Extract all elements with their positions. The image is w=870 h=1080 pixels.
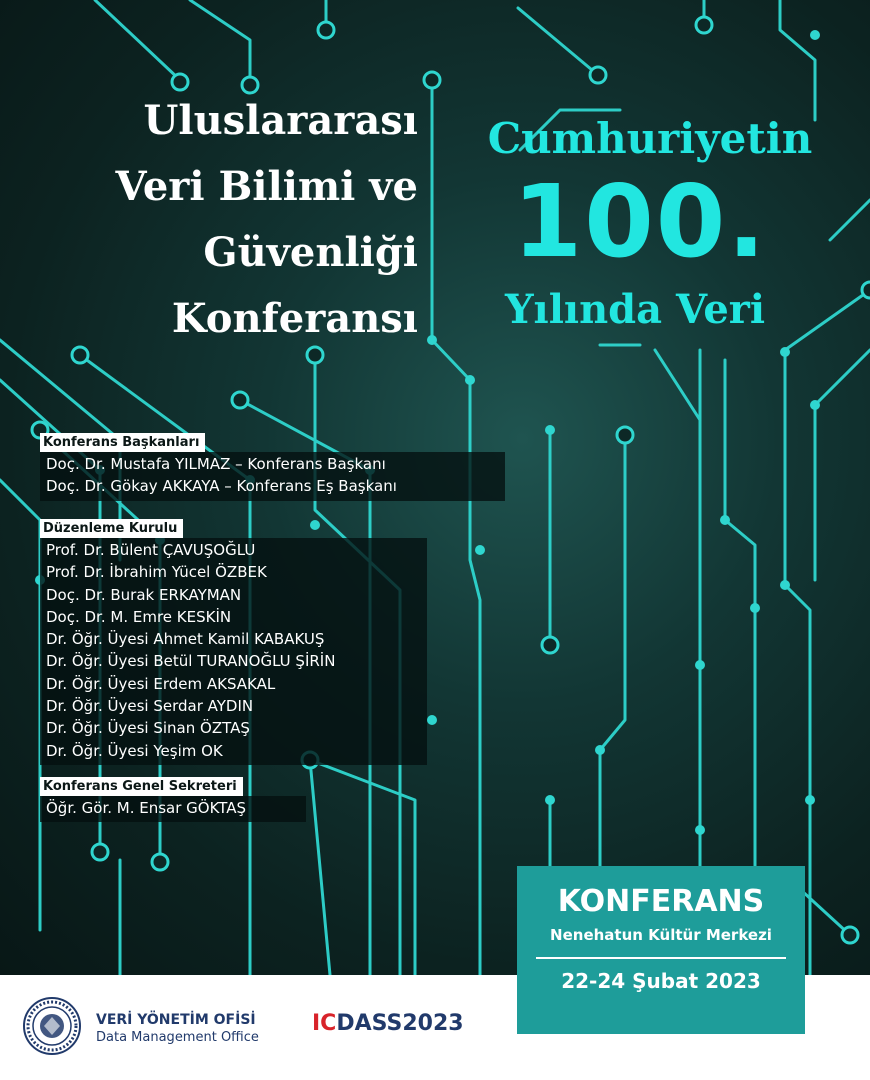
organizing-heading: Düzenleme Kurulu <box>40 519 183 538</box>
title-line-3: Güvenliği <box>203 229 418 276</box>
slogan <box>440 110 860 338</box>
title-line-2: Veri Bilimi ve <box>115 163 418 210</box>
organizing-member: Doç. Dr. M. Emre KESKİN <box>46 607 232 626</box>
organizing-member: Dr. Öğr. Üyesi Yeşim OK <box>46 741 223 760</box>
university-seal-icon <box>22 996 82 1056</box>
event-venue: Nenehatun Kültür Merkezi <box>550 926 772 944</box>
event-info-box <box>517 866 805 1034</box>
title-line-1: Uluslararası <box>143 97 418 144</box>
event-label: KONFERANS <box>557 884 765 919</box>
conference-title <box>20 88 418 352</box>
title-line-4: Konferansı <box>171 295 418 342</box>
chairs-section <box>40 432 505 501</box>
secretary-list <box>40 796 306 822</box>
organizing-member: Dr. Öğr. Üyesi Betül TURANOĞLU ŞİRİN <box>46 652 336 671</box>
organizing-member: Doç. Dr. Burak ERKAYMAN <box>46 585 242 604</box>
slogan-line-2: 100. <box>512 163 768 280</box>
organizing-member: Dr. Öğr. Üyesi Sinan ÖZTAŞ <box>46 719 250 738</box>
office-subtitle: Data Management Office <box>96 1030 259 1045</box>
organizing-list <box>40 538 427 765</box>
icdass-logo <box>312 1011 464 1036</box>
icdass-prefix: IC <box>312 1011 337 1036</box>
chair-member: Doç. Dr. Mustafa YILMAZ – Konferans Başkanı <box>46 455 386 473</box>
secretary-heading: Konferans Genel Sekreteri <box>40 777 243 796</box>
data-office-logo <box>96 1012 259 1046</box>
organizing-member: Prof. Dr. Bülent ÇAVUŞOĞLU <box>46 541 256 559</box>
organizing-member: Dr. Öğr. Üyesi Serdar AYDIN <box>46 697 254 716</box>
divider <box>536 957 786 959</box>
secretary-section <box>40 776 306 822</box>
event-date: 22-24 Şubat 2023 <box>561 969 761 993</box>
icdass-suffix: DASS2023 <box>336 1011 464 1036</box>
slogan-line-3: Yılında Veri <box>504 286 766 333</box>
chairs-list <box>40 452 505 501</box>
organizing-member: Dr. Öğr. Üyesi Erdem AKSAKAL <box>46 674 276 693</box>
secretary-member: Öğr. Gör. M. Ensar GÖKTAŞ <box>46 799 247 817</box>
chairs-heading: Konferans Başkanları <box>40 433 205 452</box>
office-title: VERİ YÖNETİM OFİSİ <box>96 1012 256 1028</box>
organizing-member: Prof. Dr. İbrahim Yücel ÖZBEK <box>46 563 267 582</box>
chair-member: Doç. Dr. Gökay AKKAYA – Konferans Eş Başkanı <box>46 477 397 496</box>
organizing-member: Dr. Öğr. Üyesi Ahmet Kamil KABAKUŞ <box>46 630 325 649</box>
slogan-line-1: Cumhuriyetin <box>487 114 813 163</box>
organizing-section <box>40 518 427 765</box>
